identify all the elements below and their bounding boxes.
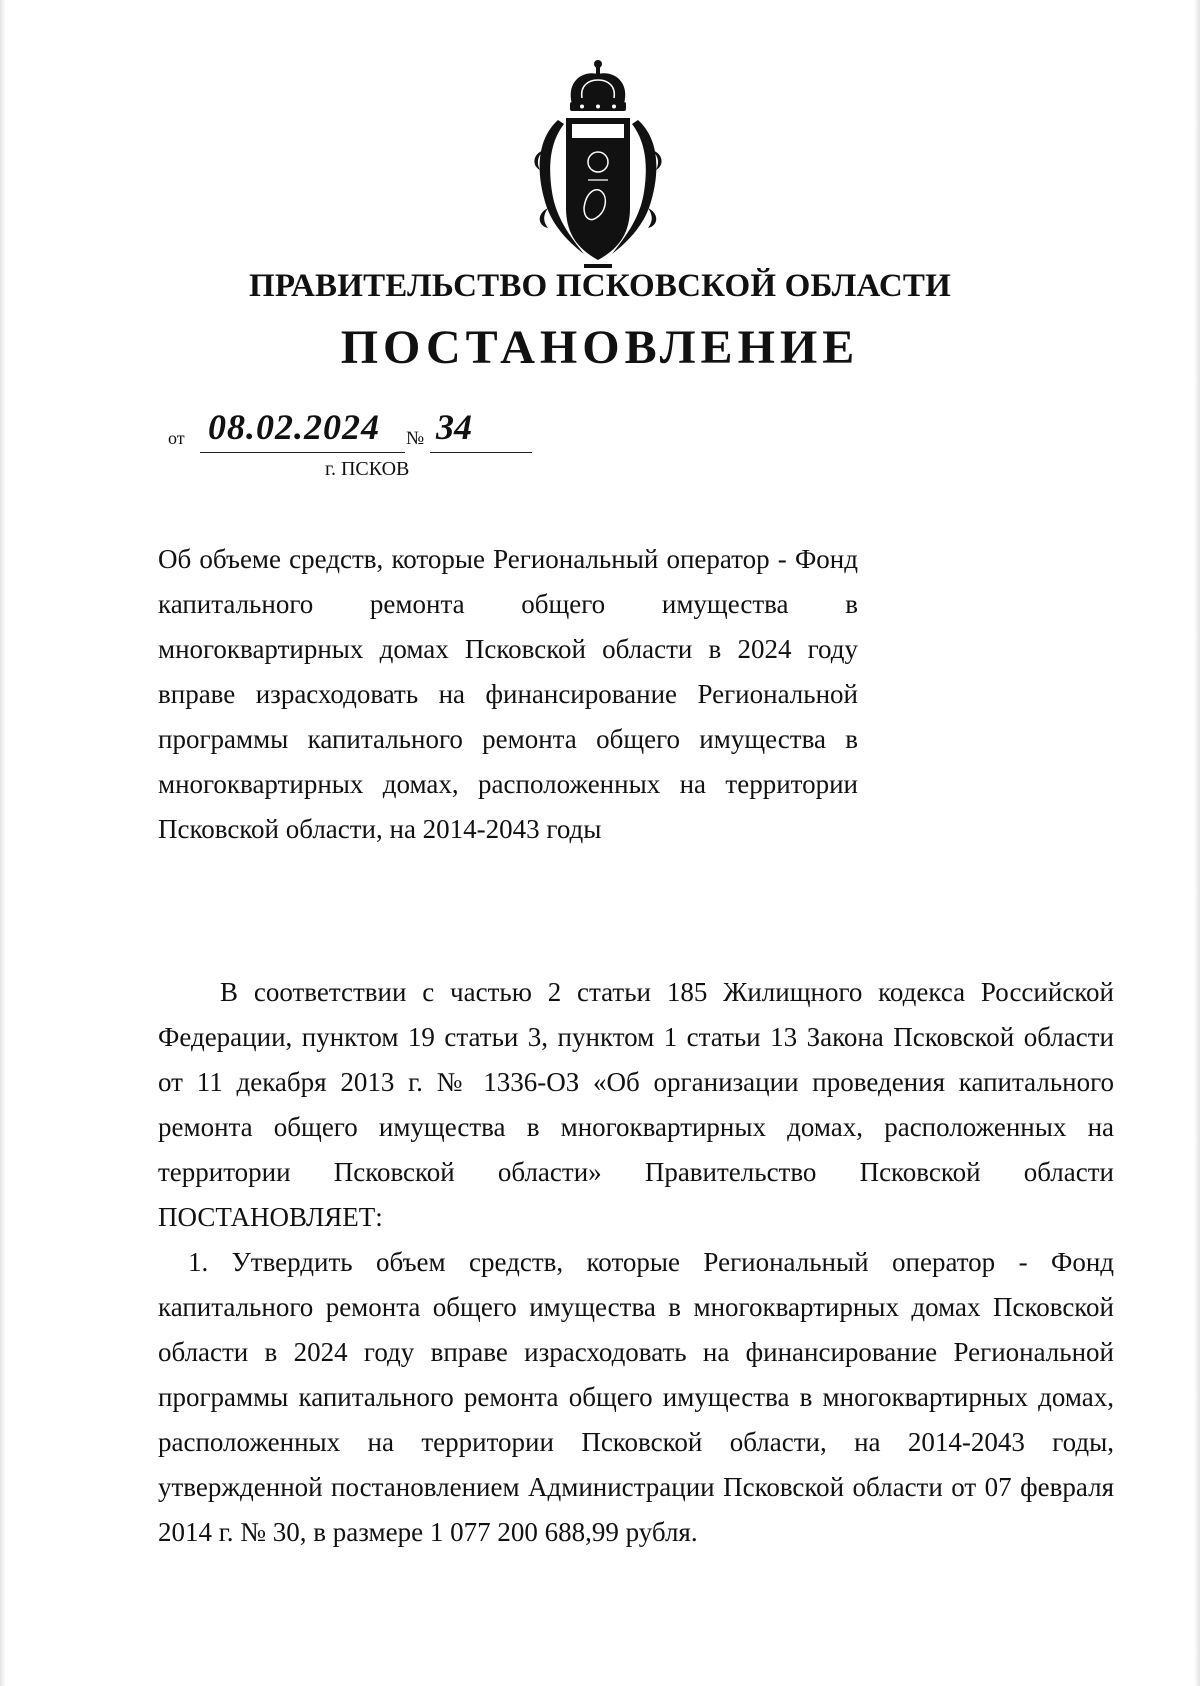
organization-name: ПРАВИТЕЛЬСТВО ПСКОВСКОЙ ОБЛАСТИ: [248, 268, 952, 304]
scan-edge-left: [0, 0, 6, 1686]
handwritten-number: 34: [436, 407, 472, 447]
date-prefix: от: [168, 428, 185, 448]
shield-chief-icon: [572, 124, 624, 138]
resolution-item-1: 1. Утвердить объем средств, которые Региональный оператор - Фонд капитального ремонта общего имущества в многоквартирных домах Псковской области в 2024 году вправе израсходовать на финансирование Региональной программы капитального ремонта общего имущества в многоквартирных домах, расположенных на территории Псковской области, на 2014-2043 годы, утвержденной постановлением Администрации Псковской области от 07 февраля 2014 г. № 30, в размере 1 077 200 688,99 рубля.: [158, 1247, 1114, 1547]
date-underline: [200, 452, 405, 453]
document-subject: Об объеме средств, которые Региональный оператор - Фонд капитального ремонта общего имущества в многоквартирных домах Псковской области в 2024 году вправе израсходовать на финансирование Региональной программы капитального ремонта общего имущества в многоквартирных домах, расположенных на территории Псковской области, на 2014-2043 годы: [158, 544, 858, 844]
handwritten-date: 08.02.2024: [208, 407, 380, 447]
number-label: №: [406, 428, 425, 449]
city-name: г. ПСКОВ: [325, 458, 410, 480]
preamble-paragraph: В соответствии с частью 2 статьи 185 Жилищного кодекса Российской Федерации, пунктом 19 статьи 3, пунктом 1 статьи 13 Закона Псковской области от 11 декабря 2013 г. № 1336-ОЗ «Об организации проведения капитального ремонта общего имущества в многоквартирных домах, расположенных на территории Псковской области» Правительство Псковской области ПОСТАНОВЛЯЕТ:: [158, 977, 1114, 1232]
crown-icon: [570, 60, 626, 111]
document-body: [158, 970, 1114, 1555]
coat-of-arms-emblem: [530, 58, 666, 276]
document-type-title: ПОСТАНОВЛЕНИЕ: [340, 321, 860, 374]
scan-edge-right: [1194, 0, 1200, 1686]
number-underline: [430, 452, 532, 453]
